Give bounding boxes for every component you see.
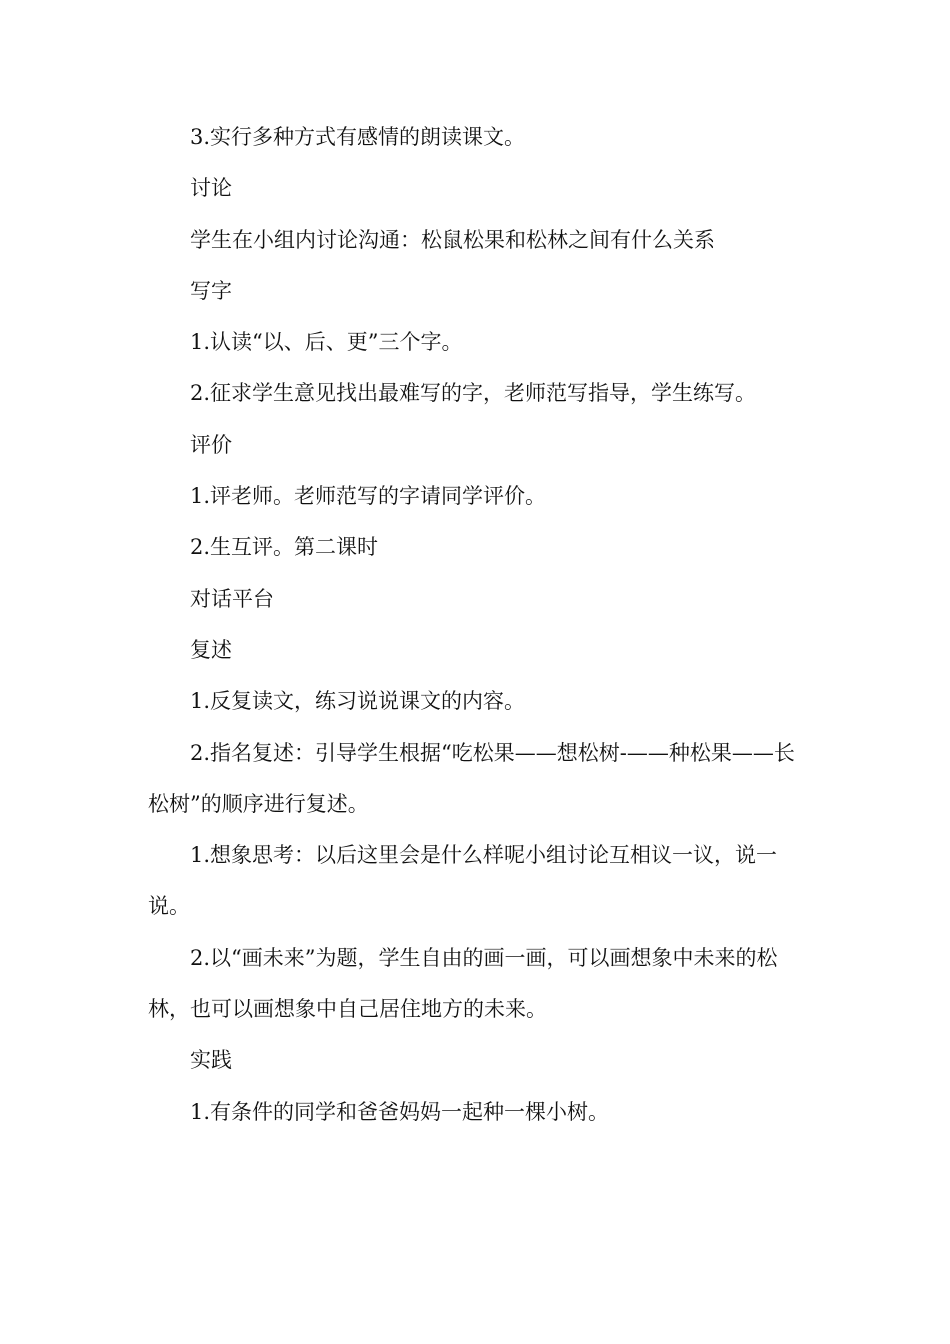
heading-writing: 写字 xyxy=(190,278,232,303)
paragraph-hardest-character: 2.征求学生意见找出最难写的字，老师范写指导，学生练写。 xyxy=(190,381,757,406)
paragraph-repeat-reading: 1.反复读文，练习说说课文的内容。 xyxy=(190,689,526,714)
heading-discussion: 讨论 xyxy=(190,176,232,201)
heading-dialogue-platform: 对话平台 xyxy=(190,586,274,611)
paragraph-read-aloud: 3.实行多种方式有感情的朗读课文。 xyxy=(190,125,526,149)
heading-retell: 复述 xyxy=(190,637,232,662)
paragraph-draw-future: 2.以“画未来”为题，学生自由的画一画，可以画想象中未来的松林，也可以画想象中自己居住地方的未来。 xyxy=(148,945,778,1022)
paragraph-group-discussion: 学生在小组内讨论沟通：松鼠松果和松林之间有什么关系 xyxy=(190,227,715,252)
paragraph-evaluate-teacher: 1.评老师。老师范写的字请同学评价。 xyxy=(190,484,547,509)
paragraph-named-retell: 2.指名复述：引导学生根据“吃松果——想松树-——种松果——长松树”的顺序进行复述。 xyxy=(148,740,795,816)
paragraph-imagine-think: 1.想象思考：以后这里会是什么样呢小组讨论互相议一议，说一说。 xyxy=(148,843,778,919)
paragraph-recognize-characters: 1.认读“以、后、更”三个字。 xyxy=(190,330,463,355)
heading-evaluation: 评价 xyxy=(190,432,232,457)
paragraph-peer-evaluation: 2.生互评。第二课时 xyxy=(190,535,379,560)
heading-practice: 实践 xyxy=(190,1048,232,1073)
paragraph-plant-tree: 1.有条件的同学和爸爸妈妈一起种一棵小树。 xyxy=(190,1099,610,1124)
document-body xyxy=(148,112,798,1138)
